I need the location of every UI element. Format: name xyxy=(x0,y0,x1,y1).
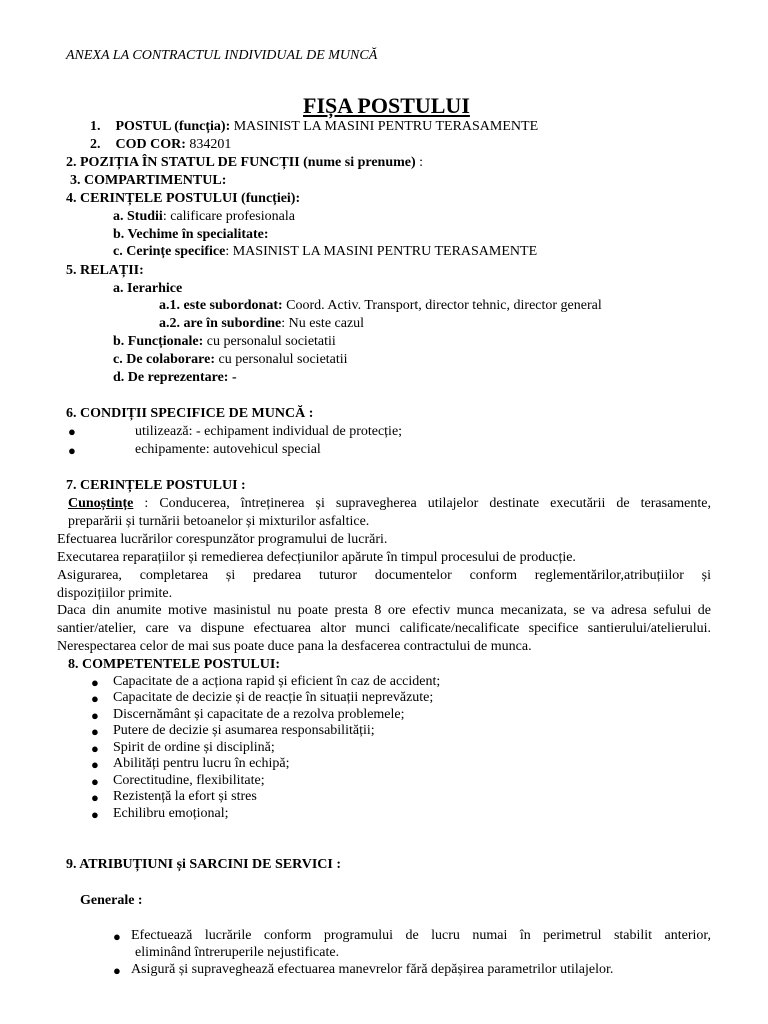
generale-item-2: Asigură și supraveghează efectuarea manevrelor fără depășirea parametrilor utilajelor. xyxy=(131,962,614,977)
competenta-item: Echilibru emoțional; xyxy=(113,806,229,821)
paragraph-3-line-2: dispozițiilor primite. xyxy=(57,586,173,601)
relatii-heading: 5. RELAȚII: xyxy=(66,263,144,278)
bullet-icon: ● xyxy=(91,774,99,789)
subordonat-label: a.1. este subordonat: xyxy=(159,298,283,313)
cunostinte-label: Cunoștințe xyxy=(68,496,134,511)
compartiment-heading: 3. COMPARTIMENTUL: xyxy=(70,173,227,188)
postul-value: MASINIST LA MASINI PENTRU TERASAMENTE xyxy=(230,119,539,134)
pozitia-value: : xyxy=(415,155,424,170)
cunostinte-text: : Conducerea, întreținerea și supravegherea utilajelor destinate executării de terasamente, xyxy=(133,496,711,511)
cerinte7-heading: 7. CERINȚELE POSTULUI : xyxy=(66,478,246,493)
subordine-line xyxy=(159,315,364,333)
bullet-icon: ● xyxy=(91,741,99,756)
cerinte-heading: 4. CERINȚELE POSTULUI (funcției): xyxy=(66,191,301,206)
colaborare-label: c. De colaborare: xyxy=(113,352,215,367)
ierarhice-line: a. Ierarhice xyxy=(113,281,183,296)
paragraph-2: Executarea reparațiilor și remedierea defecțiunilor apărute în timpul procesului de producție. xyxy=(57,550,576,565)
item-postul xyxy=(90,118,538,136)
annex-header: ANEXA LA CONTRACTUL INDIVIDUAL DE MUNCĂ xyxy=(66,48,378,63)
studii-value: : calificare profesionala xyxy=(162,209,295,224)
bullet-icon: ● xyxy=(113,963,121,978)
functionale-value: cu personalul societatii xyxy=(203,334,336,349)
bullet-icon: ● xyxy=(91,724,99,739)
paragraph-4-line-1: Daca din anumite motive masinistul nu poate presta 8 ore efectiv munca mecanizata, se va adresa sefului de xyxy=(57,603,711,618)
specifice-label: c. Cerințe specifice xyxy=(113,244,226,259)
item-cod-cor xyxy=(90,136,231,154)
paragraph-3-line-1: Asigurarea, completarea și predarea tuturor documentelor conform reglementărilor,atribuțiilor și xyxy=(57,568,711,583)
competenta-item: Corectitudine, flexibilitate; xyxy=(113,773,265,788)
subordonat-value: Coord. Activ. Transport, director tehnic, director general xyxy=(282,298,602,313)
bullet-icon: ● xyxy=(91,807,99,822)
functionale-line xyxy=(113,333,336,351)
competenta-item: Rezistență la efort și stres xyxy=(113,789,257,804)
generale-item-1-line-2: eliminând întreruperile nejustificate. xyxy=(135,945,340,960)
paragraph-1: Efectuarea lucrărilor corespunzător programului de lucrări. xyxy=(57,532,388,547)
competenta-item: Discernământ și capacitate de a rezolva problemele; xyxy=(113,707,405,722)
paragraph-4-line-3: Nerespectarea celor de mai sus poate duce pana la desfacerea contractului de munca. xyxy=(57,639,532,654)
competenta-item: Capacitate de a acționa rapid și eficient în caz de accident; xyxy=(113,674,441,689)
item-number: 1. xyxy=(90,119,101,134)
vechime-line: b. Vechime în specialitate: xyxy=(113,227,269,242)
competenta-item: Putere de decizie și asumarea responsabilității; xyxy=(113,723,375,738)
competenta-item: Capacitate de decizie și de reacție în situații neprevăzute; xyxy=(113,690,434,705)
bullet-icon: ● xyxy=(68,443,76,458)
bullet-icon: ● xyxy=(91,708,99,723)
cunostinte-line-2: preparării și turnării betoanelor și mixturilor asfaltice. xyxy=(68,514,370,529)
colaborare-value: cu personalul societatii xyxy=(214,352,348,367)
reprezentare-line: d. De reprezentare: - xyxy=(113,370,237,385)
postul-label: POSTUL (funcția): xyxy=(115,119,231,134)
document-title: FIȘA POSTULUI xyxy=(303,93,470,118)
functionale-label: b. Funcționale: xyxy=(113,334,204,349)
atributiuni-heading: 9. ATRIBUȚIUNI și SARCINI DE SERVICI : xyxy=(66,857,342,872)
competenta-item: Abilități pentru lucru în echipă; xyxy=(113,756,290,771)
competente-heading: 8. COMPETENTELE POSTULUI: xyxy=(68,657,280,672)
studii-label: a. Studii xyxy=(113,209,163,224)
colaborare-line xyxy=(113,351,348,369)
cod-label: COD COR: xyxy=(115,137,186,152)
bullet-icon: ● xyxy=(91,691,99,706)
bullet-icon: ● xyxy=(113,929,121,944)
bullet-icon: ● xyxy=(91,790,99,805)
item-pozitia xyxy=(66,154,423,172)
generale-heading: Generale : xyxy=(80,893,143,908)
bullet-icon: ● xyxy=(91,675,99,690)
generale-item-1-line-1: Efectuează lucrările conform programului de lucru numai în perimetrul stabilit anterior, xyxy=(131,928,711,943)
competenta-item: Spirit de ordine și disciplină; xyxy=(113,740,275,755)
cunostinte-line-1 xyxy=(68,495,711,513)
studii-line xyxy=(113,208,295,226)
conditii-heading: 6. CONDIȚII SPECIFICE DE MUNCĂ : xyxy=(66,406,314,421)
conditii-bullet-2: echipamente: autovehicul special xyxy=(135,442,321,457)
bullet-icon: ● xyxy=(91,757,99,772)
item-number: 2. xyxy=(90,137,101,152)
conditii-bullet-1: utilizează: - echipament individual de protecție; xyxy=(135,424,403,439)
paragraph-4-line-2: santier/atelier, care va dispune efectuarea altor munci calificate/necalificate specifice santierului/atelierului. xyxy=(57,621,711,636)
specifice-value: : MASINIST LA MASINI PENTRU TERASAMENTE xyxy=(225,244,538,259)
subordine-label: a.2. are în subordine xyxy=(159,316,282,331)
subordine-value: : Nu este cazul xyxy=(281,316,365,331)
cod-value: 834201 xyxy=(185,137,232,152)
cerinte-specifice-line xyxy=(113,243,537,261)
bullet-icon: ● xyxy=(68,424,76,439)
pozitia-label: 2. POZIȚIA ÎN STATUL DE FUNCȚII (nume si prenume) xyxy=(66,155,416,170)
subordonat-line xyxy=(159,297,602,315)
